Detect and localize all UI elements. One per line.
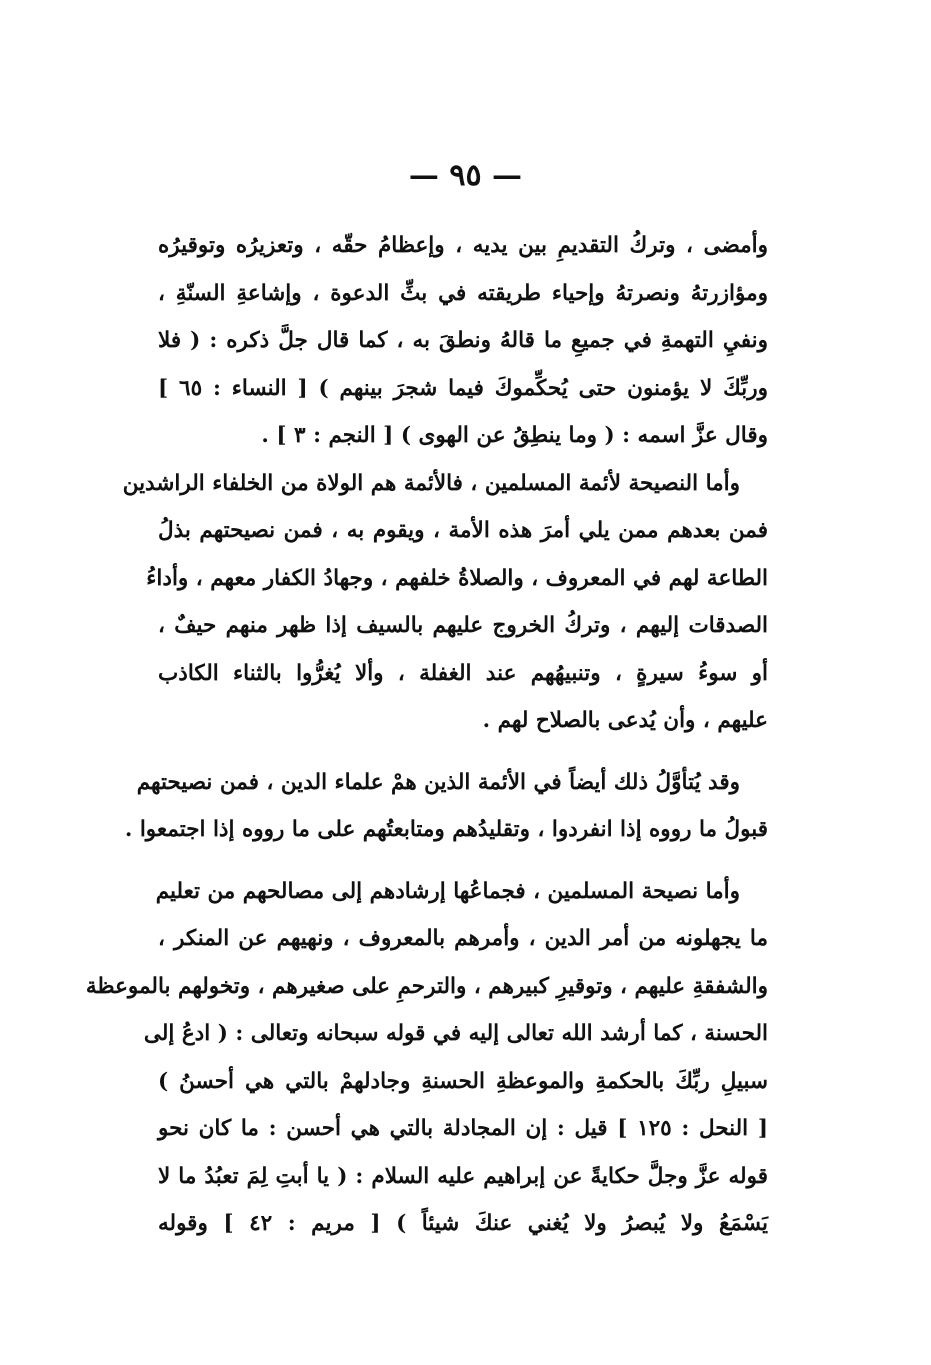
text-line: الطاعة لهم في المعروف ، والصلاةُ خلفهم ، وجهادُ الكفار معهم ، وأداءُ xyxy=(146,565,768,591)
text-line: وربِّكَ لا يؤمنون حتى يُحكِّموكَ فيما شجرَ بينهم ) [ النساء : ٦٥ ] xyxy=(158,375,768,401)
text-line: والشفقةِ عليهم ، وتوقيرِ كبيرهم ، والترحمِ على صغيرهم ، وتخولهم بالموعظة xyxy=(85,973,768,999)
text-line: أو سوءُ سيرةٍ ، وتنبيهُهم عند الغفلة ، وألا يُغرُّوا بالثناء الكاذب xyxy=(158,660,768,686)
text-line: ما يجهلونه من أمر الدين ، وأمرهم بالمعروف ، ونهيهم عن المنكر ، xyxy=(158,926,768,951)
paragraph-gap xyxy=(158,854,768,868)
text-line: وقال عزَّ اسمه : ( وما ينطِقُ عن الهوى ) [ النجم : ٣ ] . xyxy=(261,423,768,448)
text-line: قوله عزَّ وجلَّ حكايةً عن إبراهيم عليه السلام : ( يا أبتِ لِمَ تعبُدُ ما لا xyxy=(158,1163,768,1189)
text-line: الحسنة ، كما أرشد الله تعالى إليه في قوله سبحانه وتعالى : ( ادعُ إلى xyxy=(143,1021,768,1046)
text-line: يَسْمَعُ ولا يُبصرُ ولا يُغني عنكَ شيئاً ) [ مريم : ٤٢ ] وقوله xyxy=(158,1211,768,1236)
text-line: قبولُ ما رووه إذا انفردوا ، وتقليدُهم ومتابعتُهم على ما رووه إذا اجتمعوا . xyxy=(124,817,768,842)
text-line: فمن بعدهم ممن يلي أمرَ هذه الأمة ، ويقوم به ، فمن نصيحتهم بذلُ xyxy=(158,518,768,543)
page-number: — ٩٥ — xyxy=(408,158,523,193)
body-text xyxy=(85,222,768,1248)
text-line: الصدقات إليهم ، وتركُ الخروج عليهم بالسيف إذا ظهر منهم حيفٌ ، xyxy=(158,613,768,638)
text-line: ومؤازرتهُ ونصرتهُ وإحياء طريقته في بثِّ الدعوة ، وإشاعةِ السنّةِ ، xyxy=(158,280,768,306)
text-line: وأمضى ، وتركُ التقديمِ بين يديه ، وإعظامُ حقّه ، وتعزيرُه وتوقيرُه xyxy=(158,233,768,258)
paragraph-gap xyxy=(158,745,768,759)
text-line: سبيلِ ربِّكَ بالحكمةِ والموعظةِ الحسنةِ وجادلهمْ بالتي هي أحسنُ ) xyxy=(158,1068,768,1094)
text-line: ونفيِ التهمةِ في جميعِ ما قالهُ ونطقَ به ، كما قال جلَّ ذكره : ( فلا xyxy=(158,328,768,353)
text-line: وأما نصيحة المسلمين ، فجماعُها إرشادهم إلى مصالحهم من تعليم xyxy=(155,878,740,904)
text-line: [ النحل : ١٢٥ ] قيل : إن المجادلة بالتي هي أحسن : ما كان نحو xyxy=(158,1116,768,1141)
text-line: وأما النصيحة لأئمة المسلمين ، فالأئمة هم الولاة من الخلفاء الراشدين xyxy=(122,470,740,496)
text-line: وقد يُتأوَّلُ ذلك أيضاً في الأئمة الذين همْ علماء الدين ، فمن نصيحتهم xyxy=(136,769,740,795)
text-line: عليهم ، وأن يُدعى بالصلاح لهم . xyxy=(482,708,768,733)
